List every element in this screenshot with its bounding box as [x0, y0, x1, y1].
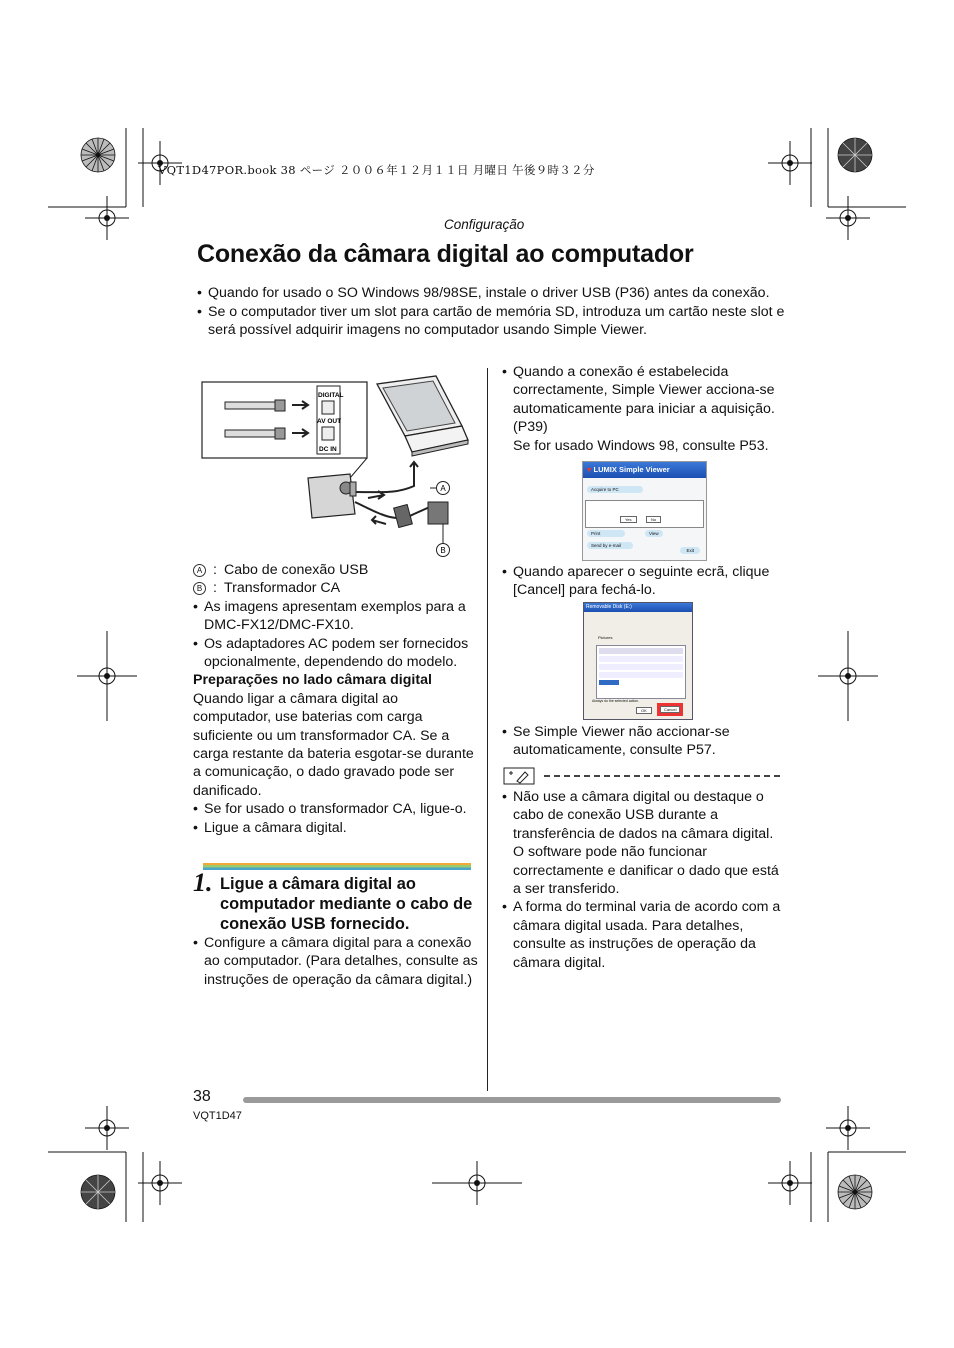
dc-plug-icon — [225, 430, 275, 437]
legend-mark: A — [193, 564, 206, 577]
camera-icon — [308, 474, 356, 518]
right-bullet-1 — [502, 363, 787, 455]
section-label: Configuração — [444, 217, 525, 232]
sv-yes-button[interactable]: Yes — [620, 516, 637, 523]
footer-bar — [243, 1097, 781, 1103]
prep-heading: Preparações no lado câmara digital — [193, 672, 432, 689]
step-note — [193, 934, 478, 989]
removable-disk-window — [583, 602, 693, 720]
rd-always-checkbox[interactable]: Always do the selected action. — [592, 699, 640, 703]
list-item: • A forma do terminal varia de acordo com a câmara digital usada. Para detalhes, consulte as instruções de operação da câmara digital. — [502, 898, 787, 972]
list-item: • Não use a câmara digital ou destaque o cabo de conexão USB durante a transferência de dados na câmara digital. O software pode não funcionar correctamente e danificar o dado que está a ser transferido. — [502, 788, 787, 898]
note-icon — [503, 766, 535, 786]
marker-b: B — [440, 546, 446, 555]
legend-mark: B — [193, 582, 206, 595]
port-dc-label: DC IN — [319, 446, 337, 453]
port-av-label: AV OUT — [317, 418, 342, 425]
legend-text: Cabo de conexão USB — [223, 562, 369, 578]
sv-email-button[interactable]: Send by e-mail — [587, 542, 633, 549]
right-bullet-2 — [502, 563, 787, 600]
rd-item-pictures: Pictures — [598, 635, 613, 640]
intro-item: • Quando for usado o SO Windows 98/98SE, instale o driver USB (P36) antes da conexão. — [197, 284, 787, 303]
left-column — [193, 561, 478, 837]
column-divider — [487, 368, 488, 1091]
page-title: Conexão da câmara digital ao computador — [197, 240, 694, 268]
simple-viewer-window — [582, 461, 707, 561]
notes-list — [502, 788, 787, 972]
sv-print-button[interactable]: Print — [587, 530, 625, 537]
print-info: VQT1D47POR.book 38 ページ ２００６年１２月１１日 月曜日 午後９時３２分 — [158, 163, 595, 177]
page-number: 38 — [193, 1088, 211, 1105]
ac-adapter-icon — [394, 505, 413, 528]
list-item: • Configure a câmara digital para a conexão ao computador. (Para detalhes, consulte as instruções de operação da câmara digital.) — [193, 934, 478, 989]
list-item: • Os adaptadores AC podem ser fornecidos opcionalmente, dependendo do modelo. — [193, 635, 478, 672]
legend-item: A : Cabo de conexão USB — [193, 561, 478, 579]
step-number: 1. — [193, 868, 213, 897]
sv-no-button[interactable]: No — [646, 516, 661, 523]
sv-title: Simple Viewer — [618, 465, 670, 474]
intro-list — [197, 284, 787, 340]
marker-a: A — [440, 484, 446, 493]
list-item: • Ligue a câmara digital. — [193, 819, 478, 837]
list-item: • Se Simple Viewer não accionar-se automaticamente, consulte P57. — [502, 723, 787, 760]
usb-plug-icon — [225, 402, 275, 409]
sv-exit-button[interactable]: Exit — [680, 547, 700, 554]
list-item — [502, 363, 787, 455]
list-item: • Se for usado o transformador CA, ligue-o. — [193, 800, 478, 818]
list-item-line: • Quando a conexão é estabelecida correctamente, Simple Viewer acciona-se automaticamente para iniciar a aquisição. (P39) — [513, 364, 775, 436]
sv-dialog — [585, 500, 704, 528]
rd-cancel-button[interactable]: Cancel — [660, 706, 680, 713]
sv-titlebar — [583, 462, 706, 478]
laptop-icon — [377, 376, 468, 456]
prep-body: Quando ligar a câmara digital ao computador, use baterias com carga suficiente ou um transformador CA. Se a carga restante da bateria esgotar-se durante a comunicação, o dado gravado pode ser danificado. — [193, 690, 474, 799]
list-item: • Quando aparecer o seguinte ecrã, clique [Cancel] para fechá-lo. — [502, 563, 787, 600]
heart-icon: ♥ — [587, 465, 592, 474]
legend-text: Transformador CA — [223, 580, 341, 597]
note-dashed-rule — [544, 775, 780, 777]
sv-brand: LUMIX — [593, 465, 617, 474]
rd-titlebar: Removable Disk (E:) — [584, 603, 692, 612]
list-item: • As imagens apresentam exemplos para a DMC-FX12/DMC-FX10. — [193, 598, 478, 635]
step-heading: Ligue a câmara digital ao computador mediante o cabo de conexão USB fornecido. — [220, 875, 473, 933]
sv-acquire-button[interactable]: Acquire to PC — [587, 486, 643, 493]
right-bullet-3 — [502, 723, 787, 760]
sv-view-button[interactable]: View — [645, 530, 663, 537]
power-brick-icon — [428, 502, 448, 524]
intro-item: • Se o computador tiver um slot para cartão de memória SD, introduza um cartão neste slot e será possível adquirir imagens no computador usando Simple Viewer. — [197, 303, 787, 340]
step-stripe — [203, 863, 471, 870]
port-digital-label: DIGITAL — [318, 392, 344, 399]
rd-action-list[interactable] — [596, 645, 686, 699]
list-item-line: Se for usado Windows 98, consulte P53. — [513, 437, 769, 454]
legend-item: B : Transformador CA — [193, 579, 478, 597]
rd-ok-button[interactable]: OK — [636, 707, 652, 714]
connection-diagram — [200, 374, 472, 560]
model-code: VQT1D47 — [193, 1110, 242, 1122]
